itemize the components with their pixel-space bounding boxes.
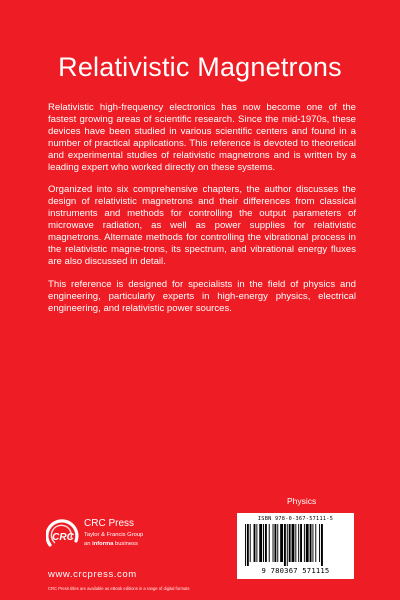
isbn-label: ISBN 978-0-367-57111-5 [257, 516, 334, 522]
description-paragraph: This reference is designed for specialists in the field of physics and engineering, particularly experts in high-energy physics, electrical engineering, and relativistic power sources. [48, 278, 356, 314]
barcode-bar [280, 524, 283, 562]
business-suffix: business [114, 541, 138, 547]
barcode-bar [306, 524, 309, 562]
barcode-bar [289, 524, 291, 562]
publisher-name: CRC Press [84, 518, 135, 529]
business-prefix: an [84, 541, 91, 547]
book-description [48, 102, 356, 326]
barcode-bar [319, 524, 320, 562]
barcode-bar [315, 524, 316, 562]
barcode-bar [310, 524, 312, 562]
logo-text: CRC [52, 532, 74, 543]
isbn-barcode [237, 513, 354, 579]
barcode-bar [247, 524, 249, 566]
barcode-bar [263, 524, 264, 562]
publisher-business [84, 541, 138, 547]
crc-press-logo-icon [46, 519, 80, 551]
barcode-bar [250, 524, 251, 562]
barcode-bar [256, 524, 257, 562]
subject-category: Physics [287, 496, 317, 506]
barcode-bar [292, 524, 295, 562]
barcode-bar [295, 524, 296, 562]
barcode-bar [259, 524, 262, 562]
publisher-group: Taylor & Francis Group [84, 532, 144, 538]
barcode-bars [245, 524, 347, 566]
publisher-website[interactable]: www.crcpress.com [48, 569, 137, 580]
barcode-bar [284, 524, 286, 566]
business-brand: informa [92, 541, 114, 547]
barcode-bar [312, 524, 313, 562]
barcode-bar [254, 524, 256, 562]
barcode-bar [300, 524, 302, 562]
barcode-bar [277, 524, 278, 562]
barcode-bar [274, 524, 276, 562]
barcode-bar [321, 524, 323, 566]
barcode-bar [287, 524, 288, 566]
barcode-bar [269, 524, 270, 562]
description-paragraph: Organized into six comprehensive chapters, the author discusses the design of relativistic magnetrons and their differences from classical instruments and methods for controlling the output parameters of microwave radiation, as well as power supplies for relativistic magnetrons. Alternate methods for controlling the vibrational process in the relativistic magne-trons, its spectrum, and vibrational energy fluxes are also discussed in detail. [48, 184, 356, 267]
description-paragraph: Relativistic high-frequency electronics has now become one of the fastest growing areas of scientific research. Since the mid-1970s, these devices have been studied in various scientific centers and found in a number of practical applications. This reference is devoted to theoretical and experimental studies of relativistic magnetrons and is written by a leading expert who worked directly on these systems. [48, 102, 356, 173]
barcode-bar [265, 524, 267, 562]
barcode-bar [304, 524, 305, 562]
barcode-digits: 9 780367 571115 [261, 566, 330, 575]
ebook-footnote: CRC Press titles are available as eBook editions in a range of digital formats [48, 586, 190, 591]
barcode-bar [245, 524, 246, 566]
book-title: Relativistic Magnetrons [58, 52, 342, 82]
barcode-bar [273, 524, 274, 562]
barcode-bar [298, 524, 299, 562]
